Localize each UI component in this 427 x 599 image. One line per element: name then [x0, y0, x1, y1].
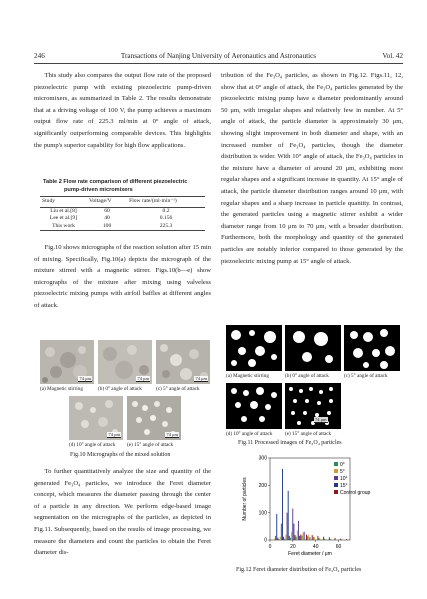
- bar: [320, 539, 321, 540]
- bar: [282, 469, 283, 540]
- processed-image-b: [285, 325, 341, 371]
- x-axis-label: Feret diameter / μm: [288, 551, 332, 557]
- bar: [312, 535, 313, 540]
- bar: [313, 537, 314, 540]
- legend-swatch: [334, 469, 338, 473]
- y-tick-label: 0: [264, 537, 267, 544]
- table-cell: Liu et al.[8]: [50, 207, 77, 214]
- bar: [335, 538, 336, 540]
- figure-11-caption: Fig.11 Processed images of Fe₃O₄ particles: [238, 440, 342, 446]
- left-column-bottom: [34, 466, 211, 559]
- bar: [308, 535, 309, 540]
- x-tick-label: 40: [312, 544, 319, 550]
- bar: [301, 536, 302, 540]
- bar: [303, 532, 304, 540]
- legend-swatch: [334, 490, 338, 494]
- table-row: [40, 223, 205, 231]
- table-row: [40, 207, 205, 215]
- legend-swatch: [334, 476, 338, 480]
- table-cell: Lee et al.[9]: [49, 215, 78, 222]
- x-tick-label: 20: [290, 544, 296, 550]
- right-column-text: [221, 70, 403, 267]
- bar: [283, 537, 284, 540]
- bar: [291, 532, 292, 540]
- table-cell: This work: [40, 223, 87, 231]
- processed-image-c: [344, 325, 400, 371]
- bar: [306, 535, 307, 540]
- volume: Vol. 42: [382, 52, 403, 60]
- left-column-mid: [34, 242, 211, 312]
- legend-swatch: [334, 483, 338, 487]
- table-2: [34, 178, 211, 231]
- table-cell: 0.156: [159, 215, 173, 222]
- scale-bar: 74 μm: [315, 417, 327, 422]
- bar: [274, 539, 275, 540]
- legend-label: 15°: [340, 482, 348, 489]
- table-cell: 0.2: [162, 207, 170, 214]
- figure-10-caption: Fig.10 Micrographs of the mixed solution: [70, 452, 171, 458]
- legend-label: 10°: [340, 475, 348, 482]
- figure-12-caption: Fig.12 Feret diameter distribution of Fe₃O₄ particles: [236, 567, 362, 573]
- figure-11: [226, 325, 400, 440]
- processed-image-a: [226, 325, 282, 371]
- scale-bar: 74 μm: [79, 376, 91, 381]
- table-cell: 100: [87, 223, 127, 231]
- bar: [285, 535, 286, 540]
- paragraph: Fig.10 shows micrographs of the reaction solution after 15 min of mixing. Specifically, Fig.10(a) depicts the micrograph of the mixture stirred with a magnetic stirrer. Figs.10(b—e) show micrographs of the mixture after mixing using valveless piezoelectric mixing pumps with airfoil baffles at different angles of attack.: [34, 244, 211, 309]
- micrograph-e: [127, 396, 181, 440]
- table-row: [40, 215, 205, 223]
- micrograph-b: [98, 340, 152, 384]
- bar: [307, 536, 308, 540]
- bar: [293, 524, 294, 540]
- legend-label: 0°: [340, 461, 345, 468]
- subcaption-b: (b) 0° angle of attack: [285, 373, 329, 379]
- y-tick-label: 100: [258, 510, 267, 517]
- bar: [277, 538, 278, 540]
- table-header-row: [40, 197, 205, 208]
- bar: [330, 539, 331, 540]
- bar: [279, 539, 280, 540]
- bar: [288, 491, 289, 540]
- scale-bar: 74 μm: [137, 376, 149, 381]
- y-tick-label: 300: [258, 455, 267, 462]
- bar: [292, 509, 293, 540]
- subcaption-c: (c) 5° angle of attack: [344, 373, 388, 379]
- bar: [275, 536, 276, 540]
- micrograph-c: [156, 340, 210, 384]
- bar: [281, 524, 282, 540]
- y-tick-label: 200: [258, 483, 267, 490]
- bar: [296, 537, 297, 540]
- table-cell: 40: [104, 215, 110, 222]
- feret-diameter-chart: [238, 454, 388, 564]
- bar: [276, 514, 277, 540]
- legend-label: Control group: [340, 489, 371, 496]
- bar: [317, 536, 318, 540]
- micrograph-d: [69, 396, 123, 440]
- bar: [287, 513, 288, 540]
- bar: [324, 539, 325, 540]
- bar: [280, 537, 281, 540]
- flow-rate-table: [40, 196, 205, 231]
- subcaption-b: (b) 0° angle of attack: [98, 386, 142, 392]
- bar: [340, 539, 341, 540]
- subcaption-d: (d) 10° angle of attack: [69, 442, 116, 448]
- subcaption-e: (e) 15° angle of attack: [285, 431, 332, 437]
- bar: [295, 535, 296, 540]
- subcaption-c: (c) 5° angle of attack: [156, 386, 200, 392]
- bar: [323, 537, 324, 540]
- bar: [299, 536, 300, 540]
- bar: [304, 532, 305, 540]
- subcaption-a: (a) Magnetic stirring: [40, 386, 83, 392]
- legend-swatch: [334, 462, 338, 466]
- bar: [297, 530, 298, 540]
- paragraph: tribution of the Fe₃O₄ particles, as shown in Fig.12. Figs.11, 12, show that at 0° angle of attack, the Fe₃O₄ particles generated by the piezoelectric mixing pump have a diameter predominantly around 50 μm, with irregular shapes and relatively few in number. At 5° angle of attack, the particle diameter is approximately 30 μm, showing slight improvement in both diameter and shape, with an increased number of Fe₃O₄ particles, though the diameter distribution is wider. With 10° angle of attack, the Fe₃O₄ particles in the mixture have a diameter of around 20 μm, exhibiting more regular shapes and a significant increase in quantity. At 15° angle of attack, the particle diameter distribution ranges around 10 μm, with regular shapes and a sharp increase in particle quantity. In contrast, the generated particles using a magnetic stirrer exhibit a wider diameter range from 10 μm to 70 μm, with a broader distribution. Furthermore, both the morphology and quantity of the generated particles are notably inferior compared to those generated by the piezoelectric mixing pump at 15° angle of attack.: [221, 72, 403, 265]
- x-tick-label: 0: [268, 544, 272, 550]
- table-cell: 60: [104, 207, 110, 214]
- scale-bar: 74 μm: [195, 376, 207, 381]
- legend-label: 5°: [340, 468, 345, 475]
- bar: [290, 538, 291, 540]
- processed-image-d: [226, 383, 282, 429]
- bar: [319, 538, 320, 540]
- bar: [300, 535, 301, 540]
- page-number: 246: [34, 52, 45, 60]
- table-header: Flow rate/(ml·min⁻¹): [127, 197, 205, 208]
- micrograph-a: [40, 340, 94, 384]
- y-axis-label: Number of particles: [242, 477, 248, 521]
- table-caption: Table 2 Flow rate comparison of different piezoelectric pump-driven micromixers: [42, 179, 188, 193]
- figure-10: [40, 340, 210, 460]
- bar: [284, 539, 285, 540]
- subcaption-a: (a) Magnetic stirring: [226, 373, 269, 379]
- scale-bar: 74 μm: [166, 432, 178, 437]
- bar: [314, 537, 315, 540]
- bar: [289, 536, 290, 540]
- table-header: Voltage/V: [87, 197, 127, 208]
- left-column-top: [34, 70, 211, 151]
- journal-title: Transactions of Nanjing University of Aeronautics and Astronautics: [120, 52, 317, 60]
- bar: [298, 521, 299, 540]
- table-cell: 225.3: [127, 223, 205, 231]
- header-rule: [34, 63, 403, 64]
- bar: [309, 537, 310, 540]
- bar: [329, 537, 330, 540]
- paragraph: This study also compares the output flow rate of the proposed piezoelectric pump with existing piezoelectric pump-driven micromixers, as summarized in Table 2. The results demonstrate that at a driving voltage of 100 V, the pump achieves a maximum output flow rate of 225.3 ml/min at 0° angle of attack, significantly outperforming comparable devices. This highlights the pump's superior capability for high flow applications.: [34, 72, 211, 149]
- table-header: Study: [40, 197, 87, 208]
- paragraph: To further quantitatively analyze the size and quantity of the generated Fe₃O₄ particles, we introduce the Feret diameter concept, which measures the diameter passing through the center of a particle in any direction. We perform edge-based image segmentation on the micrographs of the particles, as depicted in Fig.11. Subsequently, based on the results of image processing, we measure the diameters and count the particles to obtain the Feret diameter dis-: [34, 468, 211, 557]
- subcaption-d: (d) 10° angle of attack: [226, 431, 273, 437]
- subcaption-e: (e) 15° angle of attack: [127, 442, 174, 448]
- processed-image-e: [285, 383, 341, 429]
- scale-bar: 74 μm: [108, 432, 120, 437]
- bar: [346, 539, 347, 540]
- x-tick-label: 60: [335, 544, 342, 550]
